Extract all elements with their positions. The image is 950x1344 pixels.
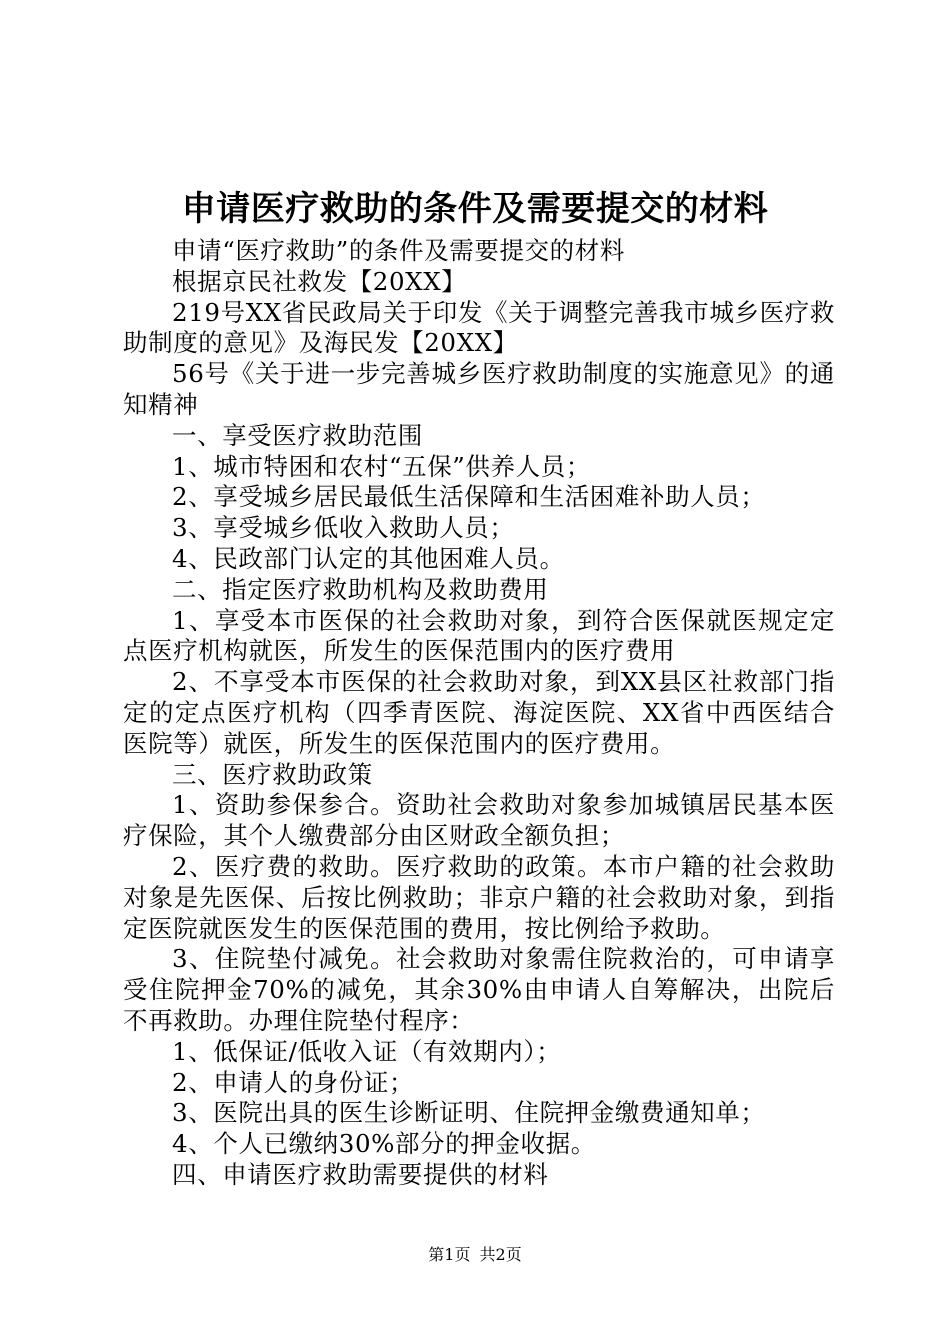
list-item: 3、享受城乡低收入救助人员； (172, 513, 515, 543)
paragraph: 56号《关于进一步完善城乡医疗救助制度的实施意见》的通知精神 (123, 359, 835, 419)
list-item: 2、享受城乡居民最低生活保障和生活困难补助人员； (172, 482, 766, 512)
section-heading: 三、医疗救助政策 (172, 759, 373, 789)
list-item: 1、低保证/低收入证（有效期内）； (172, 1036, 562, 1066)
list-item: 1、城市特困和农村“五保”供养人员； (172, 451, 591, 481)
list-item: 4、个人已缴纳30%部分的押金收据。 (172, 1129, 596, 1159)
list-item: 1、享受本市医保的社会救助对象，到符合医保就医规定定点医疗机构就医，所发生的医保范围内的医疗费用 (123, 605, 835, 666)
paragraph: 219号XX省民政局关于印发《关于调整完善我市城乡医疗救助制度的意见》及海民发【20XX】 (123, 297, 835, 358)
page-total: 共2页 (479, 1245, 522, 1264)
section-heading: 一、享受医疗救助范围 (172, 420, 423, 450)
paragraph: 根据京民社救发【20XX】 (172, 266, 467, 296)
paragraph: 申请“医疗救助”的条件及需要提交的材料 (172, 236, 625, 265)
list-item: 2、不享受本市医保的社会救助对象，到XX县区社救部门指定的定点医疗机构（四季青医院、海淀医院、XX省中西医结合医院等）就医，所发生的医保范围内的医疗费用。 (123, 667, 835, 758)
document-title: 申请医疗救助的条件及需要提交的材料 (181, 189, 769, 229)
list-item: 3、医院出具的医生诊断证明、住院押金缴费通知单； (172, 1098, 766, 1128)
section-heading: 四、申请医疗救助需要提供的材料 (172, 1159, 549, 1189)
list-item: 2、申请人的身份证； (172, 1067, 415, 1097)
list-item: 4、民政部门认定的其他困难人员。 (172, 543, 565, 573)
list-item: 1、资助参保参合。资助社会救助对象参加城镇居民基本医疗保险，其个人缴费部分由区财政全额负担； (123, 790, 835, 851)
section-heading: 二、指定医疗救助机构及救助费用 (172, 574, 549, 604)
list-item: 3、住院垫付减免。社会救助对象需住院救治的，可申请享受住院押金70%的减免，其余30%由申请人自筹解决，出院后不再救助。办理住院垫付程序： (123, 944, 835, 1035)
list-item: 2、医疗费的救助。医疗救助的政策。本市户籍的社会救助对象是先医保、后按比例救助；非京户籍的社会救助对象，到指定医院就医发生的医保范围的费用，按比例给予救助。 (123, 851, 835, 943)
page-footer (0, 1244, 950, 1266)
document-body (123, 236, 835, 1191)
page-number: 第1页 (428, 1245, 471, 1264)
